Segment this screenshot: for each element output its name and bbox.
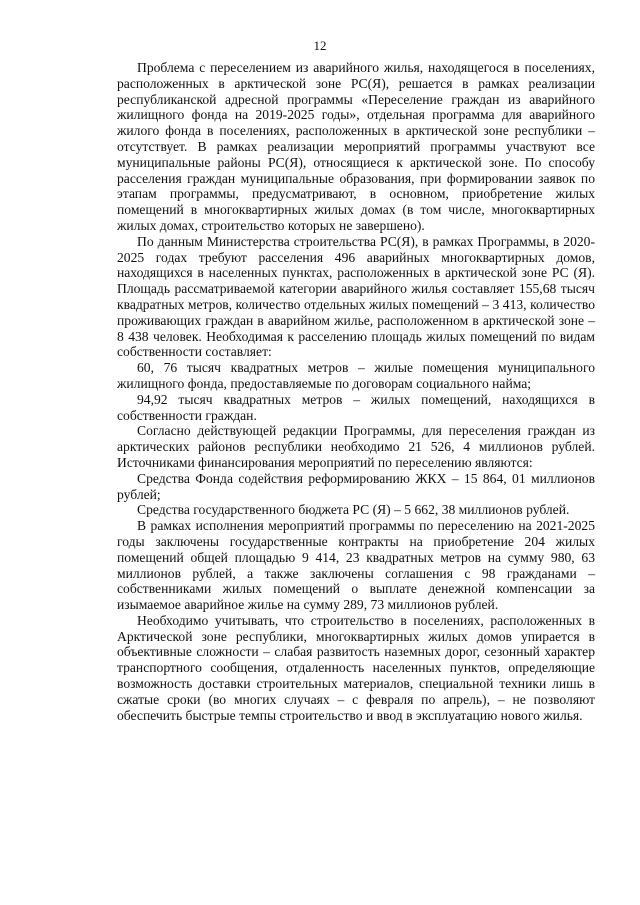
paragraph-contracts: В рамках исполнения мероприятий программы по переселению на 2021-2025 годы заключены государственные контракты на приобретение 204 жилых помещений общей площадью 9 414, 23 квадратных метров на сумму 980, 63 миллионов рублей, а также заключены соглашения с 98 гражданами – собственниками жилых помещений о выплате денежной компенсации за изымаемое аварийное жилье на сумму 289, 73 миллионов рублей. (117, 518, 595, 613)
paragraph-municipal-area: 60, 76 тысяч квадратных метров – жилые помещения муниципального жилищного фонда, предоставляемые по договорам социального найма; (117, 360, 595, 391)
page-body (117, 60, 595, 723)
paragraph-funding-required: Согласно действующей редакции Программы, для переселения граждан из арктических районов республики необходимо 21 526, 4 миллионов рублей. Источниками финансирования мероприятий по переселению являются: (117, 423, 595, 470)
paragraph-ministry-data: По данным Министерства строительства РС(Я), в рамках Программы, в 2020-2025 годах требуют расселения 496 аварийных многоквартирных домов, находящихся в населенных пунктах, расположенных в арктической зоне РС (Я). Площадь рассматриваемой категории аварийного жилья составляет 155,68 тысяч квадратных метров, количество отдельных жилых помещений – 3 413, количество проживающих граждан в аварийном жилье, расположенном в арктической зоне – 8 438 человек. Необходимая к расселению площадь жилых помещений по видам собственности составляет: (117, 233, 595, 360)
page-number: 12 (313, 38, 327, 53)
paragraph-construction-difficulties: Необходимо учитывать, что строительство в поселениях, расположенных в Арктической зоне республики, многоквартирных жилых домов упирается в объективные сложности – слабая развитость наземных дорог, сезонный характер транспортного сообщения, отдаленность населенных пунктов, определяющие возможность доставки строительных материалов, специальной техники лишь в сжатые сроки (во многих случаях – с февраля по апрель), – не позволяют обеспечить быстрые темпы строительство и ввод в эксплуатацию нового жилья. (117, 612, 595, 723)
paragraph-fund-source: Средства Фонда содействия реформированию ЖКХ – 15 864, 01 миллионов рублей; (117, 470, 595, 502)
paragraph-resettlement-problem: Проблема с переселением из аварийного жилья, находящегося в поселениях, расположенных в арктической зоне РС(Я), решается в рамках реализации республиканской адресной программы «Переселение граждан из аварийного жилищного фонда на 2019-2025 годы», отдельная программа для аварийного жилого фонда в поселениях, расположенных в арктической зоне республики – отсутствует. В рамках реализации мероприятий программы участвуют все муниципальные районы РС(Я), относящиеся к арктической зоне. По способу расселения граждан муниципальные образования, при формировании заявок по этапам программы, предусматривают, в основном, приобретение жилых помещений в многоквартирных жилых домах (в том числе, многоквартирных жилых домах, строительство которых не завершено). (117, 60, 595, 233)
paragraph-budget-source: Средства государственного бюджета РС (Я) – 5 662, 38 миллионов рублей. (137, 502, 570, 518)
paragraph-private-area: 94,92 тысяч квадратных метров – жилых помещений, находящихся в собственности граждан. (117, 391, 595, 423)
